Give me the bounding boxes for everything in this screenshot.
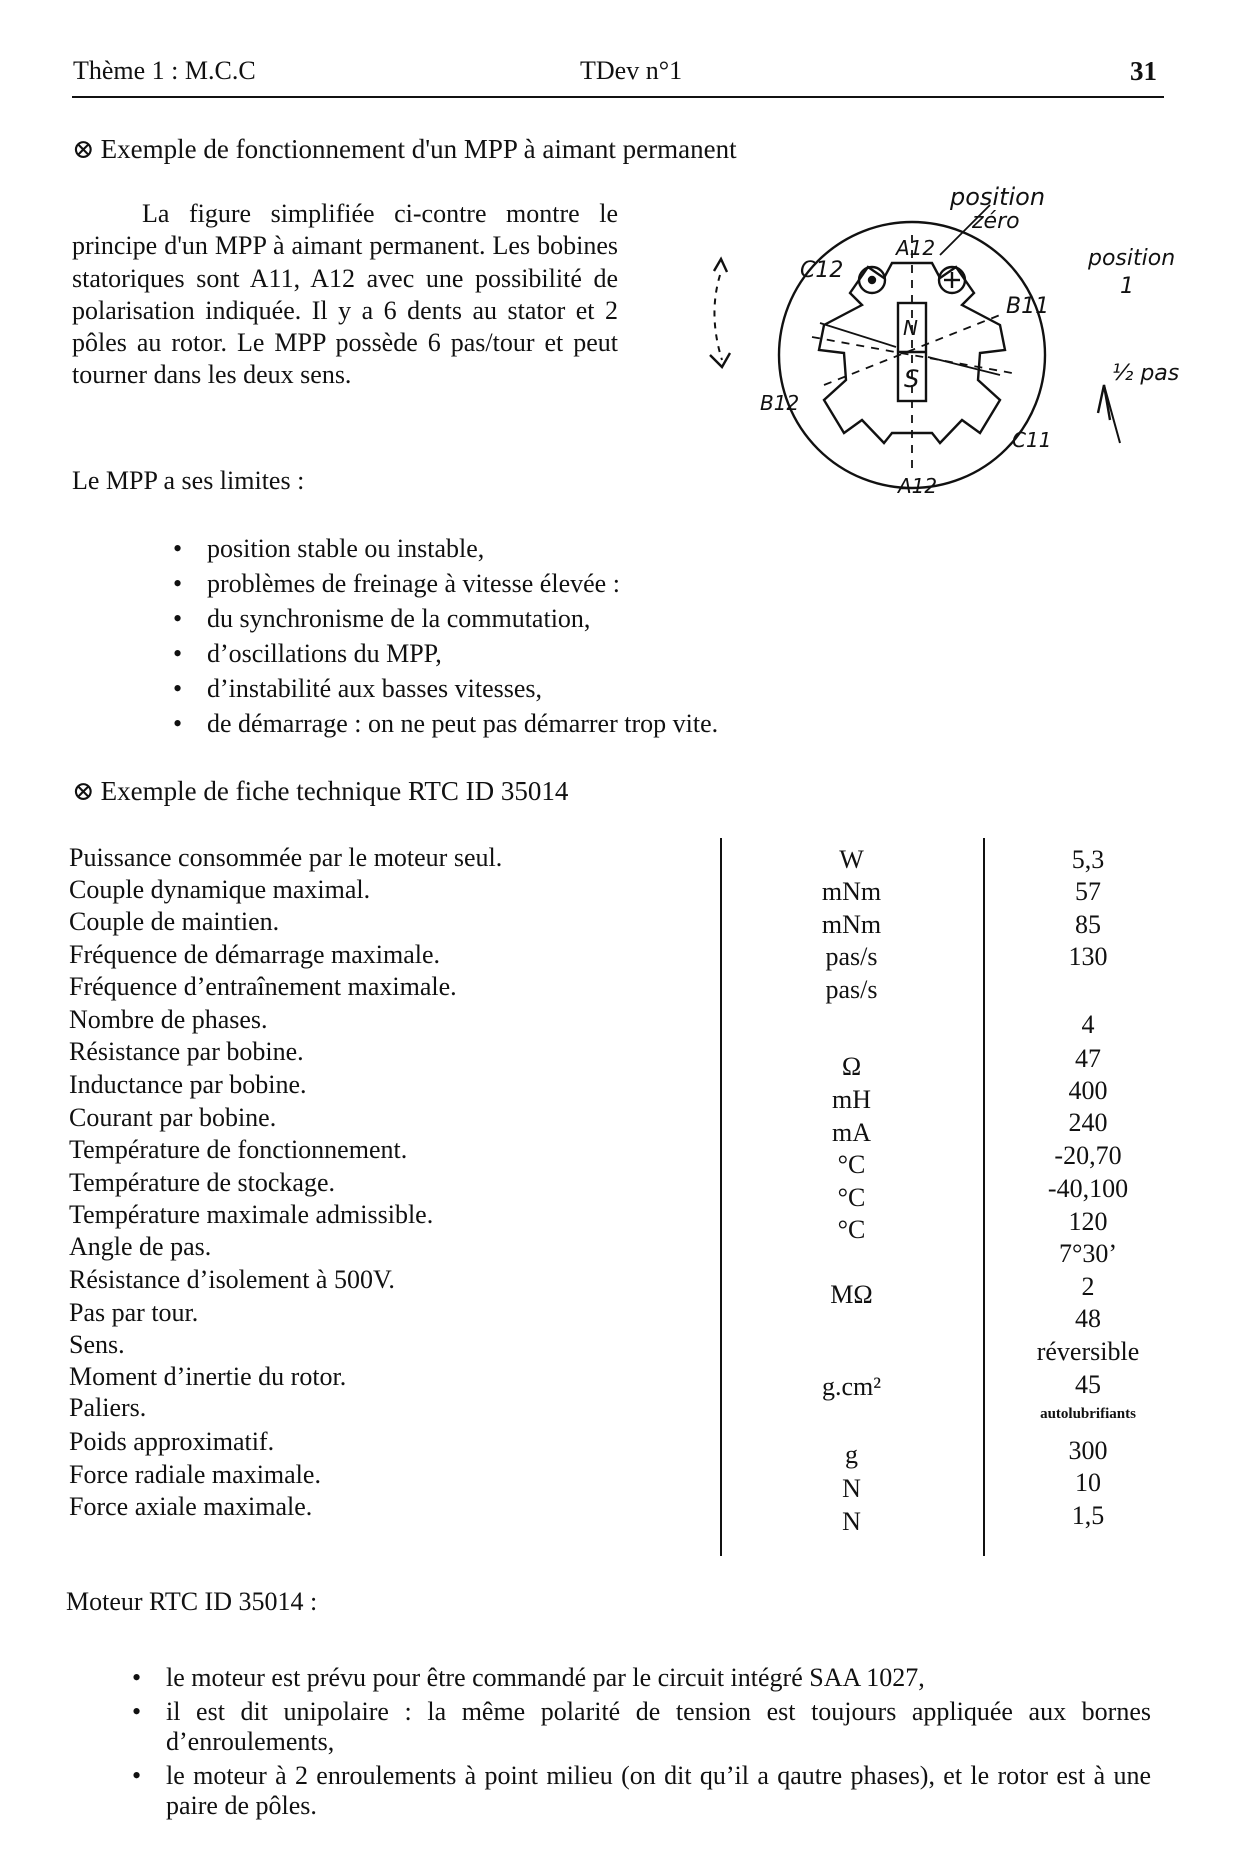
spec-unit: pas/s xyxy=(825,942,878,971)
spec-label: Courant par bobine. xyxy=(69,1103,277,1132)
intro-paragraph xyxy=(72,198,618,392)
bullet-icon: • xyxy=(173,709,183,738)
spec-label: Couple dynamique maximal. xyxy=(69,875,371,904)
list-item: • position stable ou instable, xyxy=(207,531,718,566)
list-item: • du synchronisme de la commutation, xyxy=(207,601,718,636)
list-item: • le moteur est prévu pour être commandé par le circuit intégré SAA 1027, xyxy=(132,1663,925,1692)
label-position-zero-1: position xyxy=(950,183,1046,211)
spec-label: Inductance par bobine. xyxy=(69,1070,307,1099)
bullet-icon: • xyxy=(173,534,183,563)
spec-value: 45 xyxy=(1075,1370,1101,1399)
motor-lead: Moteur RTC ID 35014 : xyxy=(66,1587,318,1616)
spec-value: 400 xyxy=(1068,1076,1108,1105)
label-c11: C11 xyxy=(1012,428,1052,452)
spec-value: 10 xyxy=(1075,1468,1101,1497)
spec-unit: mNm xyxy=(821,877,882,906)
bullet-icon: • xyxy=(132,1697,142,1726)
spec-unit: mA xyxy=(832,1118,871,1147)
list-item: • il est dit unipolaire : la même polarité de tension est toujours appliquée aux bornes d’enroulements, xyxy=(132,1697,1151,1756)
label-a12-bottom: A12 xyxy=(898,474,938,498)
spec-label: Fréquence de démarrage maximale. xyxy=(69,940,441,969)
spec-value: 2 xyxy=(1081,1272,1095,1301)
spec-value: 130 xyxy=(1068,942,1108,971)
label-position-one-2: 1 xyxy=(1120,274,1134,299)
section-title-mpp xyxy=(72,134,737,165)
spec-unit: MΩ xyxy=(830,1280,873,1309)
spec-value: 5,3 xyxy=(1071,845,1105,874)
spec-label: Température de stockage. xyxy=(69,1168,335,1197)
spec-value: 240 xyxy=(1068,1108,1108,1137)
header-tdev: TDev n°1 xyxy=(580,56,683,85)
intro-text-2: avec une possibilité de polarisation indiquée. Il y a 6 dents au stator et 2 pôles au rotor. Le MPP possède 6 pas/tour et peut tourner dans les deux sens. xyxy=(72,263,618,390)
spec-unit: °C xyxy=(837,1150,866,1179)
spec-value: autolubrifiants xyxy=(1040,1406,1136,1422)
spec-label: Paliers. xyxy=(69,1393,147,1422)
list-item: • d’instabilité aux basses vitesses, xyxy=(207,671,718,706)
label-b11: B11 xyxy=(1006,294,1050,319)
bullet-icon: • xyxy=(173,674,183,703)
spec-label: Température maximale admissible. xyxy=(69,1200,434,1229)
header-rule xyxy=(72,96,1164,98)
spec-value: 47 xyxy=(1075,1044,1101,1073)
spec-value: 4 xyxy=(1081,1010,1095,1039)
spec-label: Couple de maintien. xyxy=(69,907,280,936)
spec-unit: g xyxy=(845,1440,858,1469)
spec-label: Angle de pas. xyxy=(69,1232,212,1261)
label-c12: C12 xyxy=(800,258,844,283)
spec-unit: W xyxy=(839,845,864,874)
limits-lead: Le MPP a ses limites : xyxy=(72,466,305,495)
page-number: 31 xyxy=(1130,56,1157,86)
spec-label: Nombre de phases. xyxy=(69,1005,268,1034)
list-item: • d’oscillations du MPP, xyxy=(207,636,718,671)
label-position-zero-2: zéro xyxy=(972,209,1020,234)
rotor-south: S xyxy=(904,365,920,393)
bullet-icon: • xyxy=(132,1761,142,1790)
spec-unit: °C xyxy=(837,1183,866,1212)
spec-value: 1,5 xyxy=(1071,1501,1105,1530)
spec-value: 57 xyxy=(1075,877,1101,906)
label-half-step: ½ pas xyxy=(1112,361,1180,386)
spec-label: Fréquence d’entraînement maximale. xyxy=(69,972,457,1001)
spec-unit: Ω xyxy=(841,1052,862,1081)
spec-value: 85 xyxy=(1075,910,1101,939)
section-title-text: Exemple de fiche technique RTC ID 35014 xyxy=(100,776,569,806)
spec-label: Sens. xyxy=(69,1330,125,1359)
spec-value: -40,100 xyxy=(1047,1174,1129,1203)
stepper-motor-diagram xyxy=(700,175,1180,505)
list-item: • de démarrage : on ne peut pas démarrer trop vite. xyxy=(207,706,718,741)
intro-text-1: La figure simplifiée ci-contre montre le principe d'un MPP à aimant permanent. Les bobines statoriques sont xyxy=(72,199,618,293)
spec-label: Pas par tour. xyxy=(69,1298,199,1327)
list-item: • le moteur à 2 enroulements à point milieu (on dit qu’il a qautre phases), et le rotor est à une paire de pôles. xyxy=(132,1761,1151,1820)
coil-a11: A11, xyxy=(249,263,301,293)
spec-unit: N xyxy=(842,1474,861,1503)
label-position-one-1: position xyxy=(1088,246,1176,271)
spec-label: Force axiale maximale. xyxy=(69,1492,313,1521)
spec-label: Poids approximatif. xyxy=(69,1427,275,1456)
spec-value: 120 xyxy=(1068,1207,1108,1236)
spec-unit: mH xyxy=(832,1085,871,1114)
otimes-icon: ⊗ xyxy=(72,134,95,164)
rotor-north: N xyxy=(903,316,918,340)
bullet-icon: • xyxy=(132,1663,142,1692)
section-title-text: Exemple de fonctionnement d'un MPP à aimant permanent xyxy=(100,134,737,164)
spec-unit: mNm xyxy=(821,910,882,939)
spec-value: réversible xyxy=(1036,1337,1140,1366)
coil-a12: A12 xyxy=(310,263,356,293)
spec-unit: N xyxy=(842,1507,861,1536)
spec-value: -20,70 xyxy=(1054,1141,1122,1170)
spec-label: Force radiale maximale. xyxy=(69,1460,321,1489)
spec-value: 48 xyxy=(1075,1304,1101,1333)
spec-unit: °C xyxy=(837,1215,866,1244)
bullet-icon: • xyxy=(173,569,183,598)
label-a12-top: A12 xyxy=(896,236,936,260)
list-item: • problèmes de freinage à vitesse élevée : xyxy=(207,566,718,601)
limits-list xyxy=(173,531,719,741)
section-title-spec xyxy=(72,776,568,807)
spec-value: 7°30’ xyxy=(1058,1239,1118,1268)
spec-label: Résistance d’isolement à 500V. xyxy=(69,1265,395,1294)
spec-label: Moment d’inertie du rotor. xyxy=(69,1362,347,1391)
spec-value: 300 xyxy=(1068,1436,1108,1465)
spec-label: Température de fonctionnement. xyxy=(69,1135,408,1164)
motor-notes-list xyxy=(132,1663,1151,1825)
spec-label: Puissance consommée par le moteur seul. xyxy=(69,843,503,872)
otimes-icon: ⊗ xyxy=(72,776,95,806)
spec-label: Résistance par bobine. xyxy=(69,1037,304,1066)
label-b12: B12 xyxy=(760,391,800,415)
header-theme: Thème 1 : M.C.C xyxy=(73,56,256,85)
spec-unit: g.cm² xyxy=(821,1372,882,1401)
bullet-icon: • xyxy=(173,604,183,633)
bullet-icon: • xyxy=(173,639,183,668)
spec-unit: pas/s xyxy=(825,975,878,1004)
